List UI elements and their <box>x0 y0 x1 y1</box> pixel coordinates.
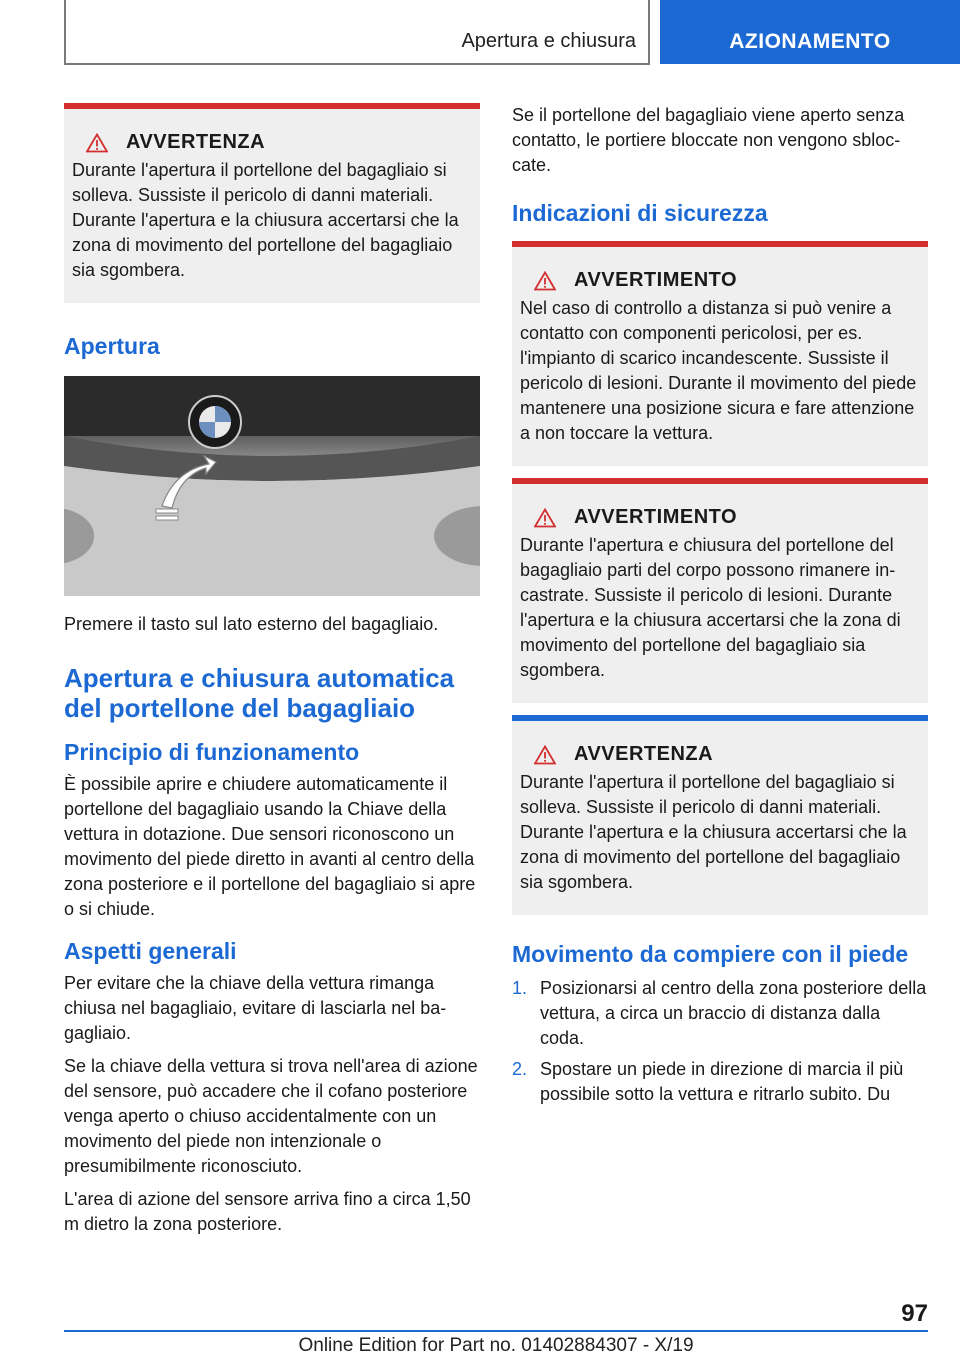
right-column <box>512 103 928 1113</box>
aspetti-paragraph-1: Per evitare che la chiave della vettura rimanga chiusa nel bagagliaio, evitare di lasciarla nel bagagliaio. <box>64 973 447 1043</box>
header-section-title: Apertura e chiusura <box>461 30 636 52</box>
warning-triangle-icon <box>534 745 556 765</box>
warning-text: Nel caso di controllo a distanza si può venire a contatto con componenti pericolosi, per es. l'impianto di scarico incandescente. Sussiste il pericolo di lesioni. Durante il movimento del piede mantenere una posizione sicura e fare attenzione a non toccare la vettura. <box>520 298 917 443</box>
warning-title <box>534 269 920 292</box>
notice-text: Durante l'apertura il portellone del bagagliaio si solleva. Sussiste il pericolo di danni materiali. Durante l'apertura e la chiusura accertarsi che la zona di movimento del portellone del bagagliaio sia sgombera. <box>520 772 907 892</box>
step-number: 1. <box>512 978 528 998</box>
trunk-button-photo <box>64 376 480 596</box>
heading-apertura: Apertura <box>64 333 160 359</box>
warning-title <box>86 131 472 154</box>
warning-title-text: AVVERTIMENTO <box>574 269 738 291</box>
footer-rule <box>64 1330 928 1332</box>
list-item <box>512 1057 928 1107</box>
header-rule-left <box>64 0 66 64</box>
warning-title-text: AVVERTIMENTO <box>574 506 738 528</box>
warning-box-exhaust <box>512 241 928 466</box>
warning-triangle-icon <box>86 133 108 153</box>
intro-text: Se il portellone del bagagliaio viene aperto senza contatto, le portiere bloccate non vengono sbloccate. <box>512 105 905 175</box>
header-rule-divider <box>648 0 650 64</box>
aspetti-paragraph-2: Se la chiave della vettura si trova nell'area di azione del sensore, può accadere che il cofano posteriore venga aperto o chiuso accidentalmente con un movimento del piede non intenzionale o presumibilmente riconosciuto. <box>64 1056 478 1176</box>
warning-text: Durante l'apertura il portellone del bagagliaio si solleva. Sussiste il pericolo di danni materiali. Durante l'apertura e la chiusura accertarsi che la zona di movimento del portellone del bagagliaio sia sgombera. <box>72 160 459 280</box>
footer-edition: Online Edition for Part no. 01402884307 - X/19 <box>298 1335 694 1356</box>
principio-text: È possibile aprire e chiudere automaticamente il portellone del bagagliaio usando la Chiave della vettura in dotazione. Due sensori riconoscono un movimento del piede diretto in avanti al centro della zona posteriore e il portellone del bagagliaio si apre o si chiude. <box>64 774 476 919</box>
warning-box-pinch <box>512 478 928 703</box>
notice-title <box>534 743 920 766</box>
heading-movimento: Movimento da compiere con il piede <box>512 941 909 967</box>
warning-text: Durante l'apertura e chiusura del portellone del bagagliaio parti del corpo possono rimanere incastrate. Sussiste il pericolo di lesioni. Durante l'apertura e la chiusura accertarsi che la zona di movimento del portellone del bagagliaio sia sgombera. <box>520 535 901 680</box>
heading-principio: Principio di funzionamento <box>64 739 360 765</box>
step-text: Spostare un piede in direzione di marcia il più possibile sotto la vettura e ritrarlo subito. Du <box>540 1059 904 1104</box>
list-item <box>512 976 928 1051</box>
left-column <box>64 103 480 1237</box>
header-rule-bottom <box>64 63 650 65</box>
page-number: 97 <box>901 1300 928 1327</box>
notice-box-damage <box>512 715 928 915</box>
warning-triangle-icon <box>534 271 556 291</box>
steps-list <box>512 976 928 1107</box>
heading-automatic-tailgate: Apertura e chiusura automatica del portellone del bagagliaio <box>64 663 455 723</box>
header-chapter-tab[interactable]: AZIONAMENTO <box>660 0 960 64</box>
warning-box-damage <box>64 103 480 303</box>
warning-title <box>534 506 920 529</box>
warning-title-text: AVVERTENZA <box>126 131 266 153</box>
step-number: 2. <box>512 1059 528 1079</box>
warning-triangle-icon <box>534 508 556 528</box>
step-text: Posizionarsi al centro della zona posteriore della vettura, a circa un braccio di distanza dalla coda. <box>540 978 927 1048</box>
aspetti-paragraph-3: L'area di azione del sensore arriva fino a circa 1,50 m dietro la zona posteriore. <box>64 1189 471 1234</box>
photo-caption: Premere il tasto sul lato esterno del bagagliaio. <box>64 614 439 634</box>
notice-title-text: AVVERTENZA <box>574 743 714 765</box>
heading-aspetti: Aspetti generali <box>64 938 237 964</box>
heading-sicurezza: Indicazioni di sicurezza <box>512 200 768 226</box>
